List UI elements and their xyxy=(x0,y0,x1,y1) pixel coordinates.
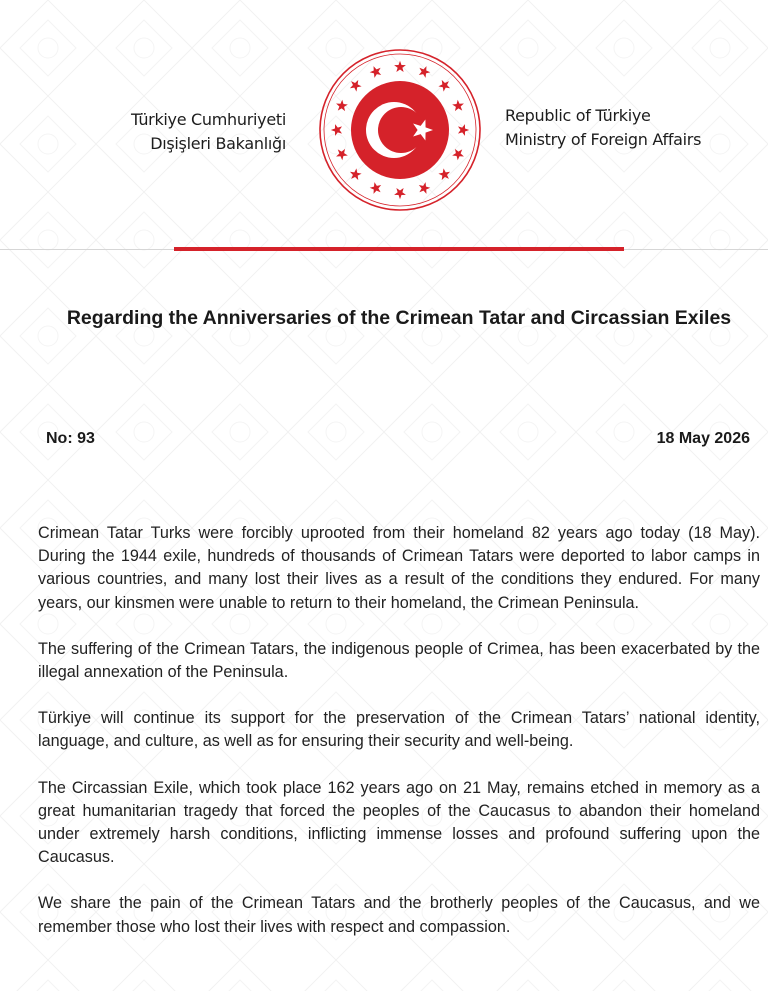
org-en-line1: Republic of Türkiye xyxy=(505,106,651,125)
seal-star-icon xyxy=(419,66,430,78)
paragraph: Türkiye will continue its support for the preservation of the Crimean Tatars’ national identity, language, and culture, as well as for ensuring their security and well-being. xyxy=(38,709,760,751)
crescent-star-seal-icon xyxy=(318,48,482,212)
document-title: Regarding the Anniversaries of the Crimean Tatar and Circassian Exiles xyxy=(66,307,732,329)
seal-star-icon xyxy=(458,124,469,136)
seal-star-icon xyxy=(452,149,464,160)
org-name-english xyxy=(505,104,701,152)
paragraph: Crimean Tatar Turks were forcibly uprooted from their homeland 82 years ago today (18 May). During the 1944 exile, hundreds of thousands of Crimean Tatars were deported to labor camps in various countries, and many lost their lives as a result of the conditions they endured. For many years, our kinsmen were unable to return to their homeland, the Crimean Peninsula. xyxy=(38,524,760,612)
header-accent-bar xyxy=(174,247,624,251)
seal-star-icon xyxy=(438,168,450,180)
release-date: 18 May 2026 xyxy=(656,430,750,447)
org-tr-line2: Dışişleri Bakanlığı xyxy=(150,134,286,153)
release-number: No: 93 xyxy=(46,430,95,447)
paragraph: We share the pain of the Crimean Tatars and the brotherly peoples of the Caucasus, and we remember those who lost their lives with respect and compassion. xyxy=(38,894,760,936)
seal-star-icon xyxy=(370,66,381,78)
seal-star-icon xyxy=(336,100,348,111)
seal-star-icon xyxy=(394,188,406,199)
seal-star-icon xyxy=(331,124,342,136)
letterhead xyxy=(0,0,768,250)
seal-star-icon xyxy=(419,182,430,194)
org-name-turkish xyxy=(131,108,286,156)
seal-star-icon xyxy=(438,80,450,92)
seal-star-icon xyxy=(336,149,348,160)
seal-star-icon xyxy=(394,61,406,72)
body-text xyxy=(38,522,760,962)
seal-star-icon xyxy=(350,168,362,180)
seal-star-icon xyxy=(452,100,464,111)
paragraph: The Circassian Exile, which took place 162 years ago on 21 May, remains etched in memory as a great humanitarian tragedy that forced the peoples of the Caucasus to abandon their homeland under extremely harsh conditions, inflicting immense losses and profound suffering upon the Caucasus. xyxy=(38,778,760,867)
org-tr-line1: Türkiye Cumhuriyeti xyxy=(131,110,286,129)
seal-star-icon xyxy=(350,80,362,92)
org-en-line2: Ministry of Foreign Affairs xyxy=(505,130,702,149)
paragraph: The suffering of the Crimean Tatars, the indigenous people of Crimea, has been exacerbated by the illegal annexation of the Peninsula. xyxy=(38,639,760,682)
seal-star-icon xyxy=(370,182,381,194)
